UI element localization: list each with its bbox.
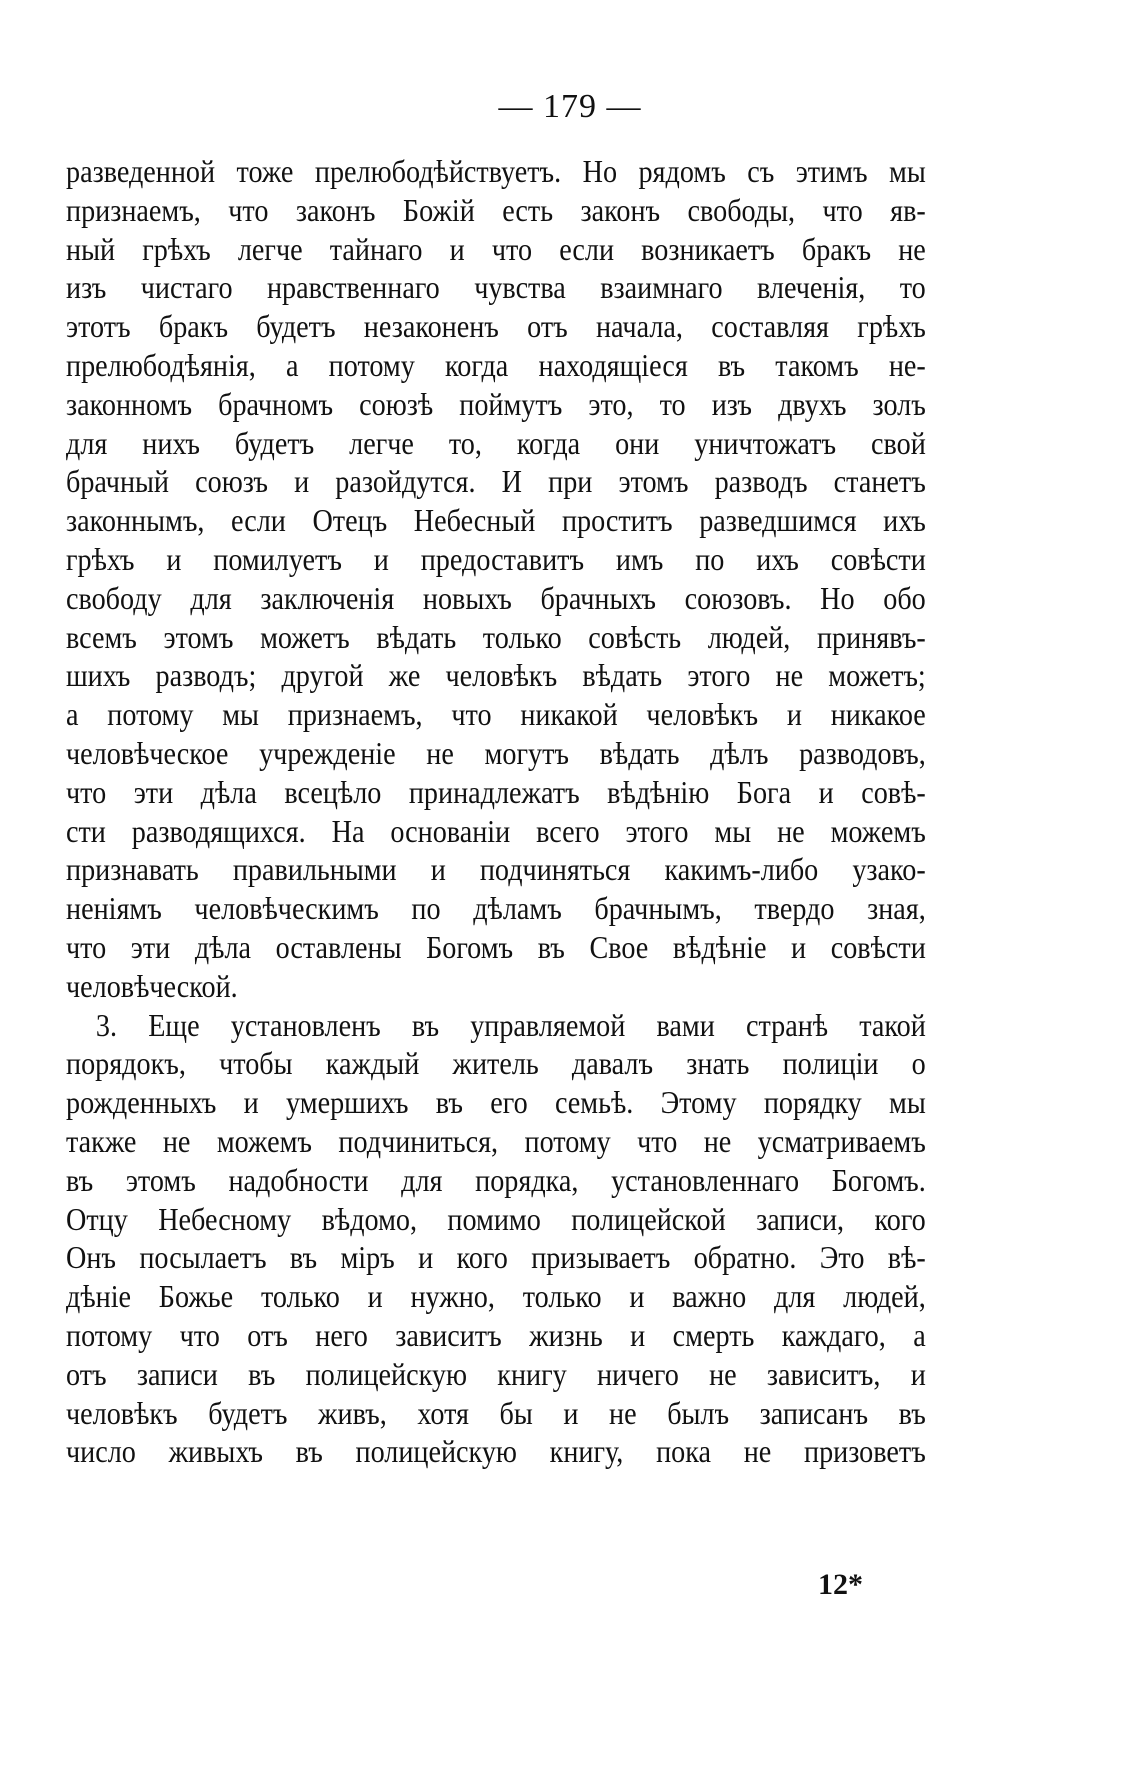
text-line: разведенной тоже прелюбодѣйствуетъ. Но рядомъ съ этимъ мы — [66, 153, 926, 189]
body-text — [66, 152, 926, 1471]
text-line: прелюбодѣянія, а потому когда находящіеся въ такомъ не- — [66, 346, 926, 383]
text-line: человѣческой. — [66, 967, 238, 1004]
text-line: что эти дѣла всецѣло принадлежатъ вѣдѣнію Бога и совѣ- — [66, 773, 926, 810]
text-line: неніямъ человѣческимъ по дѣламъ брачнымъ, твердо зная, — [66, 890, 926, 927]
text-line: Онъ посылаетъ въ міръ и кого призываетъ обратно. Это вѣ- — [66, 1239, 926, 1276]
text-line: въ этомъ надобности для порядка, установленнаго Богомъ. — [66, 1161, 926, 1198]
text-line: грѣхъ и помилуетъ и предоставитъ имъ по ихъ совѣсти — [66, 540, 926, 577]
text-line: также не можемъ подчиниться, потому что не усматриваемъ — [66, 1122, 926, 1159]
text-line: отъ записи въ полицейскую книгу ничего не зависитъ, и — [66, 1355, 926, 1392]
text-line: что эти дѣла оставлены Богомъ въ Свое вѣдѣніе и совѣсти — [66, 928, 926, 965]
text-line: ный грѣхъ легче тайнаго и что если возникаетъ бракъ не — [66, 230, 926, 267]
page-number-header: — 179 — — [498, 88, 642, 125]
text-line: всемъ этомъ можетъ вѣдать только совѣсть людей, принявъ- — [66, 618, 926, 655]
text-line: этотъ бракъ будетъ незаконенъ отъ начала, составляя грѣхъ — [66, 308, 926, 345]
text-line: шихъ разводъ; другой же человѣкъ вѣдать этого не можетъ; — [66, 657, 926, 694]
text-line: законномъ брачномъ союзѣ поймутъ это, то изъ двухъ золъ — [66, 385, 926, 422]
text-line: для нихъ будетъ легче то, когда они уничтожатъ свой — [66, 424, 926, 461]
text-line: законнымъ, если Отецъ Небесный проститъ разведшимся ихъ — [66, 502, 926, 539]
text-line: брачный союзъ и разойдутся. И при этомъ разводъ станетъ — [66, 463, 926, 500]
text-line: а потому мы признаемъ, что никакой человѣкъ и никакое — [66, 696, 926, 733]
text-line: рожденныхъ и умершихъ въ его семьѣ. Этому порядку мы — [66, 1084, 926, 1121]
text-line: сти разводящихся. На основаніи всего этого мы не можемъ — [66, 812, 926, 849]
text-line: Отцу Небесному вѣдомо, помимо полицейской записи, кого — [66, 1200, 926, 1237]
text-line: признаемъ, что законъ Божій есть законъ свободы, что яв- — [66, 191, 926, 228]
text-line: человѣкъ будетъ живъ, хотя бы и не былъ записанъ въ — [66, 1394, 926, 1431]
text-line: дѣніе Божье только и нужно, только и важно для людей, — [66, 1278, 926, 1315]
text-line: потому что отъ него зависитъ жизнь и смерть каждаго, а — [66, 1316, 926, 1353]
text-line: изъ чистаго нравственнаго чувства взаимнаго влеченія, то — [66, 269, 926, 306]
text-line: 3. Еще установленъ въ управляемой вами странѣ такой — [95, 1006, 926, 1043]
signature-mark: 12* — [818, 1568, 863, 1601]
text-line: признавать правильными и подчиняться какимъ-либо узако- — [66, 851, 926, 888]
text-line: число живыхъ въ полицейскую книгу, пока не призоветъ — [66, 1433, 926, 1470]
text-line: свободу для заключенія новыхъ брачныхъ союзовъ. Но обо — [66, 579, 926, 616]
text-line: человѣческое учрежденіе не могутъ вѣдать дѣлъ разводовъ, — [66, 734, 926, 771]
text-line: порядокъ, чтобы каждый житель давалъ знать полиціи о — [66, 1045, 926, 1082]
